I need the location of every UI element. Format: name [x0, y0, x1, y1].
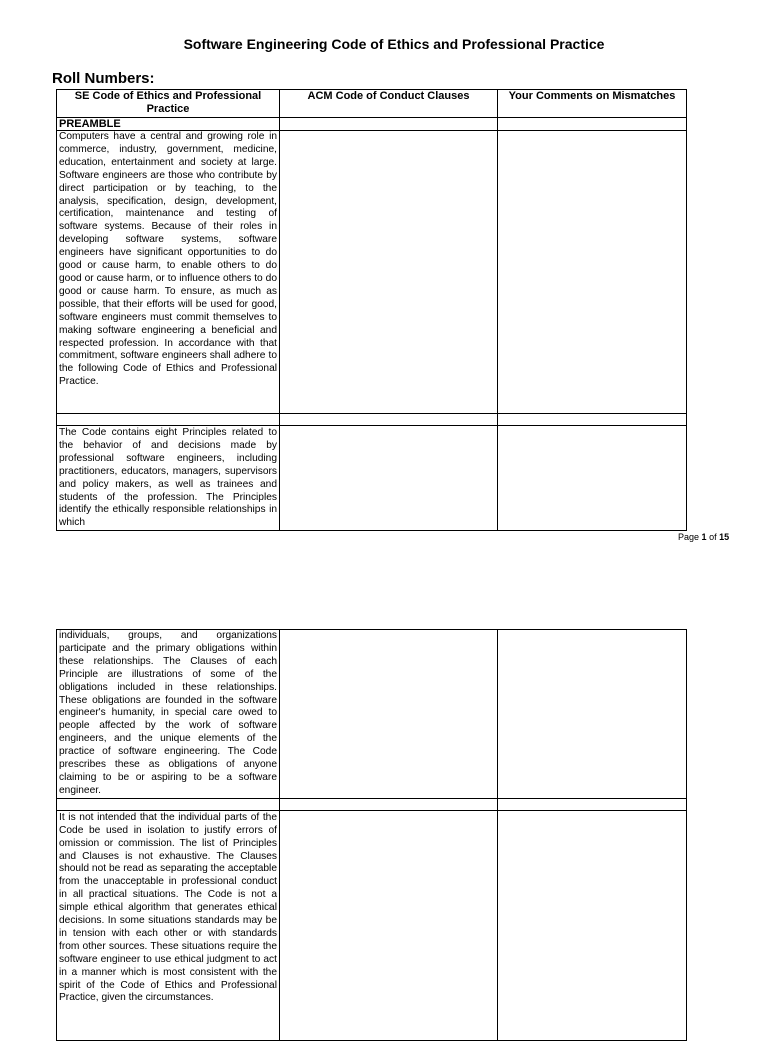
- table-row: [57, 131, 687, 414]
- table-header-row: [57, 90, 687, 118]
- comment-cell[interactable]: [498, 118, 687, 131]
- table-row: [57, 426, 687, 531]
- of-word: of: [709, 532, 717, 542]
- comment-cell[interactable]: [498, 414, 687, 426]
- table-row: [57, 414, 687, 426]
- acm-cell[interactable]: [280, 131, 498, 414]
- acm-cell[interactable]: [280, 798, 498, 810]
- preamble-paragraph-3: It is not intended that the individual parts of the Code be used in isolation to justify errors of omission or commission. The list of Principles and Clauses is not exhaustive. The Clauses should not be read as separating the acceptable from the unacceptable in professional conduct in all practical situations. The Code is not a simple ethical algorithm that generates ethical decisions. In some situations standards may be in tension with each other or with standards from other sources. These situations require the software engineer to use ethical judgment to act in a manner which is most consistent with the spirit of the Code of Ethics and Professional Practice, given the circumstances.: [57, 810, 280, 1040]
- comment-cell[interactable]: [498, 630, 687, 799]
- page-total: 15: [719, 532, 730, 542]
- preamble-paragraph-1: Computers have a central and growing role in commerce, industry, government, medicine, education, entertainment and society at large. Software engineers are those who contribute by direct participation or by teaching, to the analysis, specification, design, development, certification, maintenance and testing of software systems. Because of their roles in developing software systems, software engineers have significant opportunities to do good or cause harm, to enable others to do good or cause harm, or to influence others to do good or cause harm. To ensure, as much as possible, that their efforts will be used for good, software engineers must commit themselves to making software engineering a beneficial and respected profession. In accordance with that commitment, software engineers shall adhere to the following Code of Ethics and Professional Practice.: [57, 131, 280, 414]
- comment-cell[interactable]: [498, 810, 687, 1040]
- page-number: 1: [701, 532, 707, 542]
- document-title: Software Engineering Code of Ethics and Professional Practice: [183, 36, 605, 52]
- header-comments: Your Comments on Mismatches: [498, 90, 687, 118]
- table-row: [57, 798, 687, 810]
- acm-cell[interactable]: [280, 630, 498, 799]
- empty-cell: [57, 798, 280, 810]
- page-footer: [678, 532, 729, 542]
- ethics-table-page-2: [56, 629, 687, 1041]
- comment-cell[interactable]: [498, 798, 687, 810]
- table-row: [57, 118, 687, 131]
- comment-cell[interactable]: [498, 131, 687, 414]
- acm-cell[interactable]: [280, 414, 498, 426]
- acm-cell[interactable]: [280, 118, 498, 131]
- preamble-paragraph-2-start: The Code contains eight Principles related to the behavior of and decisions made by professional software engineers, including practitioners, educators, managers, supervisors and policy makers, as well as trainees and students of the profession. The Principles identify the ethically responsible relationships in which: [57, 426, 280, 531]
- empty-cell: [57, 414, 280, 426]
- preamble-paragraph-2-cont: individuals, groups, and organizations participate and the primary obligations within these relationships. The Clauses of each Principle are illustrations of some of the obligations included in these relationships. These obligations are founded in the software engineer's humanity, in special care owed to people affected by the work of software engineers, and the unique elements of the practice of software engineering. The Code prescribes these as obligations of anyone claiming to be or aspiring to be a software engineer.: [57, 630, 280, 799]
- preamble-label: PREAMBLE: [57, 118, 280, 131]
- roll-numbers-label: Roll Numbers:: [52, 70, 155, 87]
- header-se-code: SE Code of Ethics and Professional Practice: [57, 90, 280, 118]
- table-row: [57, 630, 687, 799]
- comment-cell[interactable]: [498, 426, 687, 531]
- page-word: Page: [678, 532, 700, 542]
- ethics-table-page-1: [56, 89, 687, 531]
- acm-cell[interactable]: [280, 810, 498, 1040]
- table-row: [57, 810, 687, 1040]
- acm-cell[interactable]: [280, 426, 498, 531]
- header-acm-code: ACM Code of Conduct Clauses: [280, 90, 498, 118]
